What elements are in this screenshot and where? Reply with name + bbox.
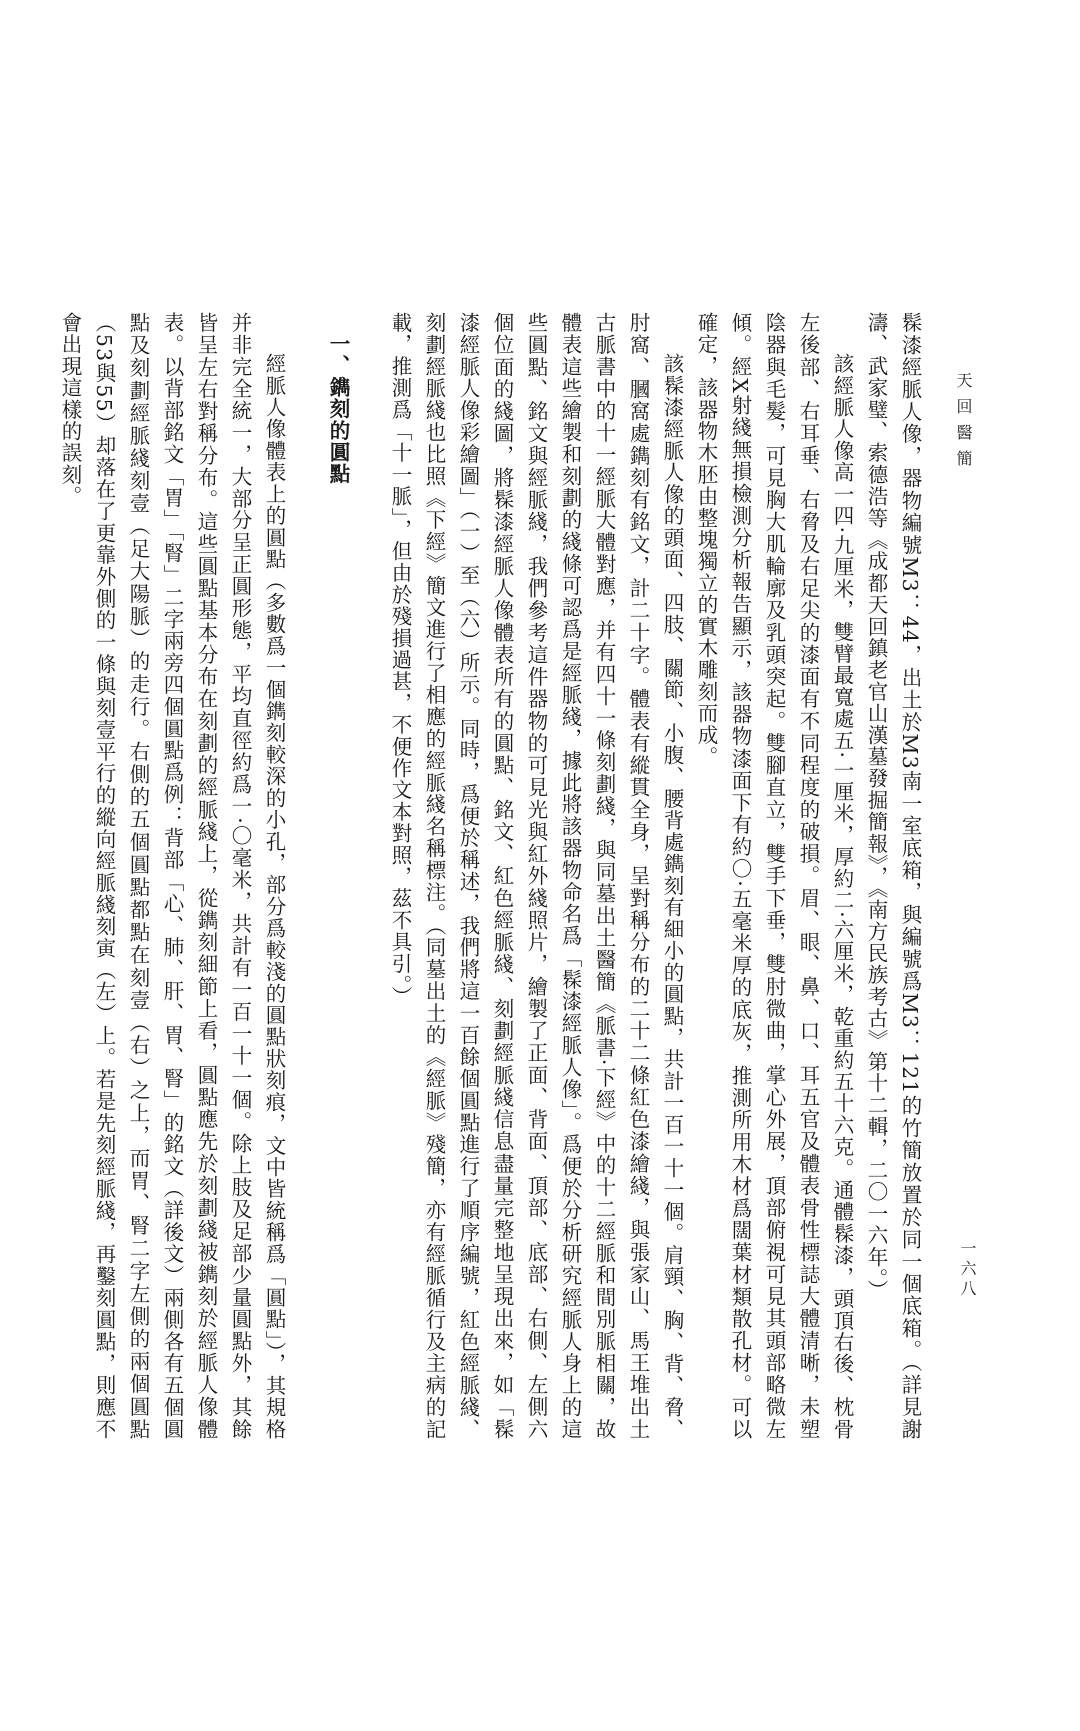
paragraph-description: 該經脈人像高一四·九厘米，雙臂最寬處五·一厘米，厚約二·六厘米，乾重約五十六克。通體髹漆，頭頂右後、枕骨左後部、右耳垂、右脅及右足尖的漆面有不同程度的破損。眉、眼、鼻、口、耳五官及體表骨性標誌大體清晰，未塑陰器與毛髮，可見胸大肌輪廓及乳頭突起。雙腳直立，雙手下垂，雙肘微曲，掌心外展，頂部俯視可見其頭部略微左傾。經X射綫無損檢測分析報告顯示，該器物漆面下有約〇·五毫米厚的底灰，推測所用木材爲闊葉材類散孔材。可以確定，該器物木胚由整塊獨立的實木雕刻而成。 xyxy=(694,312,854,1440)
running-head: 天回醫簡 xyxy=(954,372,973,476)
page-number: 一六八 xyxy=(958,1240,977,1300)
section-heading: 一、鐫刻的圓點 xyxy=(326,332,350,485)
paragraph-markings: 該髹漆經脈人像的頭面、四肢、關節、小腹、腰背處鐫刻有細小的圓點，共計一百一十一個。肩頸、胸、背、脅、肘窩、膕窩處鐫刻有銘文，計二十字。體表有縱貫全身，呈對稱分布的二十二條紅色漆繪綫，與張家山、馬王堆出土古脈書中的十一經脈大體對應，并有四十一條刻劃綫，與同墓出土醫簡《脈書·下經》中的十二經脈和間別脈相關，故體表這些繪製和刻劃的綫條可認爲是經脈綫，據此將該器物命名爲「髹漆經脈人像」。爲便於分析研究經脈人身上的這些圓點、銘文與經脈綫，我們參考這件器物的可見光與紅外綫照片，繪製了正面、背面、頂部、底部、右側、左側六個位面的綫圖，將髹漆經脈人像體表所有的圓點、銘文、紅色經脈綫、刻劃經脈綫信息盡量完整地呈現出來，如「髹漆經脈人像彩繪圖」（一）至（六）所示。同時，爲便於稱述，我們將這一百餘個圓點進行了順序編號，紅色經脈綫、刻劃經脈綫也比照《下經》簡文進行了相應的經脈綫名稱標注。（同墓出土的《經脈》殘簡，亦有經脈循行及主病的記載，推測爲「十一脈」，但由於殘損過甚，不便作文本對照，茲不具引。） xyxy=(388,312,684,1440)
paragraph-dots: 經脈人像體表上的圓點（多數爲一個鐫刻較深的小孔，部分爲較淺的圓點狀刻痕，文中皆統稱爲「圓點」），其規格并非完全統一，大部分呈正圓形態，平均直徑約爲一·〇毫米，共計有一百一十一個。除上肢及足部少量圓點外，其餘皆呈左右對稱分布。這些圓點基本分布在刻劃的經脈綫上，從鐫刻細節上看，圓點應先於刻劃綫被鐫刻於經脈人像體表。以背部銘文「胃」「腎」二字兩旁四個圓點爲例：背部「心、肺、肝、胃、腎」的銘文（詳後文）兩側各有五個圓點及刻劃經脈綫刻壹（足大陽脈）的走行。右側的五個圓點都點在刻壹（右）之上，而胃、腎二字左側的兩個圓點（53與55）却落在了更靠外側的一條與刻壹平行的縱向經脈綫刻寅（左）上。若是先刻經脈綫，再鑿刻圓點，則應不會出現這樣的誤刻。 xyxy=(58,312,286,1440)
paragraph-provenance: 髹漆經脈人像，器物編號M3：44，出土於M3南一室底箱，與編號爲M3：121的竹簡放置於同一個底箱。（詳見謝濤、武家璧、索德浩等《成都天回鎮老官山漢墓發掘簡報》，《南方民族考古》第十二輯，二〇一六年。） xyxy=(864,312,922,1440)
vertical-text-body xyxy=(58,312,927,1440)
